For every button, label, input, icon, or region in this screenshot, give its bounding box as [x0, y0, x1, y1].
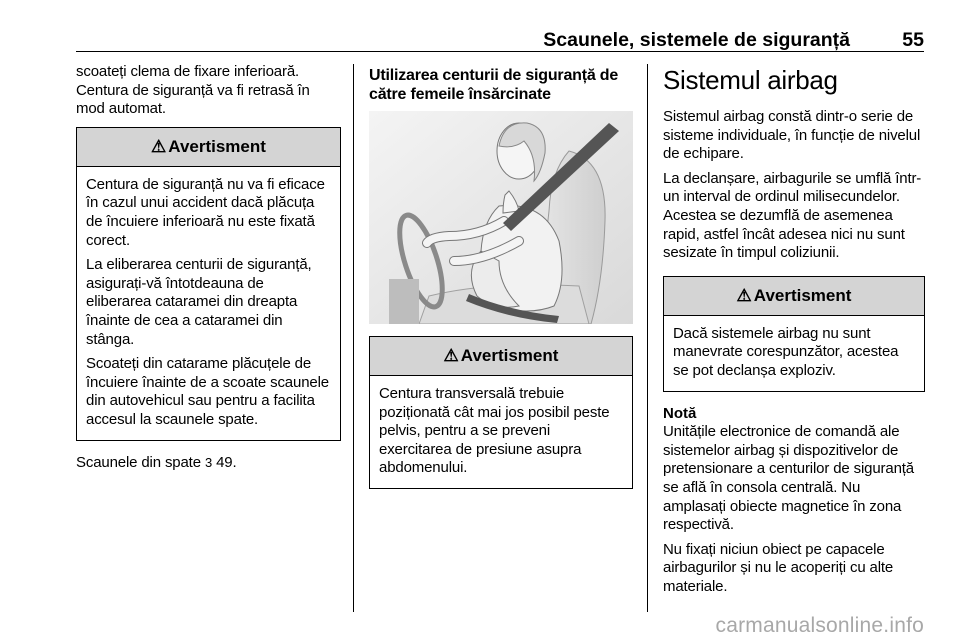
crossref-text: Scaunele din spate: [76, 453, 201, 471]
warning-paragraph: Scoateți din catarame plăcuțele de încuiere înainte de a scoate scaunele din autovehicul sau pentru a facilita accesul la scaunele spate.: [86, 355, 329, 428]
section-heading: Sistemul airbag: [663, 65, 838, 95]
page-title: Scaunele, sistemele de siguranță: [543, 29, 850, 51]
warning-box-2: [369, 336, 633, 489]
note-paragraph: Nu fixați niciun obiect pe capacele airbagurilor și nu le acoperiți cu alte materiale.: [663, 540, 894, 595]
warning-paragraph: Dacă sistemele airbag nu sunt manevrate corespunzător, acestea se pot declanșa exploziv.: [673, 324, 899, 379]
column-divider-2: [647, 64, 648, 612]
warning-box-1: [76, 127, 341, 441]
column-2: [369, 63, 633, 489]
warning-triangle-icon: ⚠: [443, 346, 459, 365]
section-heading: Utilizarea centurii de siguranță de către femeile însărcinate: [369, 67, 619, 103]
note-block: [663, 405, 925, 597]
warning-header: [370, 337, 632, 376]
intro-paragraph: scoateți clema de fixare inferioară. Centura de siguranță va fi retrasă în mod automat.: [76, 63, 310, 118]
page-header: [76, 27, 924, 53]
column-divider-1: [353, 64, 354, 612]
body-paragraph: La declanșare, airbagurile se umflă într-un interval de ordinul milisecundelor. Acestea se dezumflă de asemenea rapid, astfel încât adesea nici nu sunt sesizate în timpul coliziunii.: [663, 169, 922, 262]
warning-triangle-icon: ⚠: [151, 136, 167, 156]
warning-body: [664, 316, 924, 391]
warning-box-3: [663, 276, 925, 392]
warning-title: Avertisment: [753, 285, 852, 305]
header-divider: [76, 51, 924, 52]
warning-header: [77, 128, 340, 167]
page-number: 55: [902, 29, 924, 51]
warning-body: [77, 167, 340, 440]
warning-paragraph: La eliberarea centurii de siguranță, asigurați-vă întotdeauna de eliberarea cataramei din dreapta înainte de cea a cataramei din stânga.: [86, 256, 312, 348]
crossref-page-link[interactable]: 49.: [216, 453, 237, 471]
warning-header: [664, 277, 924, 316]
warning-paragraph: Centura transversală trebuie poziționată cât mai jos posibil peste pelvis, pentru a se preveni exercitarea de presiune asupra abdomenului.: [379, 385, 610, 477]
column-1: [76, 63, 341, 472]
note-label: Notă: [663, 404, 697, 422]
warning-title: Avertisment: [168, 136, 266, 156]
pregnant-woman-seatbelt-illustration: [369, 111, 633, 324]
body-paragraph: Sistemul airbag constă dintr-o serie de sisteme individuale, în funcție de nivelul de echipare.: [663, 108, 921, 163]
warning-body: [370, 376, 632, 488]
warning-triangle-icon: ⚠: [736, 285, 752, 305]
warning-paragraph: Centura de siguranță nu va fi eficace în cazul unui accident dacă plăcuța de încuiere inferioară nu este fixată corect.: [86, 175, 325, 249]
column-3: [663, 63, 925, 596]
warning-title: Avertisment: [460, 346, 559, 365]
crossref-arrow-icon[interactable]: 3: [204, 454, 213, 470]
watermark-text: carmanualsonline.info: [715, 614, 924, 637]
note-paragraph: Unitățile electronice de comandă ale sistemelor airbag și dispozitivelor de pretensionare a centurilor de siguranță se află în consola centrală. Nu amplasați obiecte magnetice în zona respectivă.: [663, 423, 914, 534]
crossref-paragraph: [76, 454, 341, 473]
